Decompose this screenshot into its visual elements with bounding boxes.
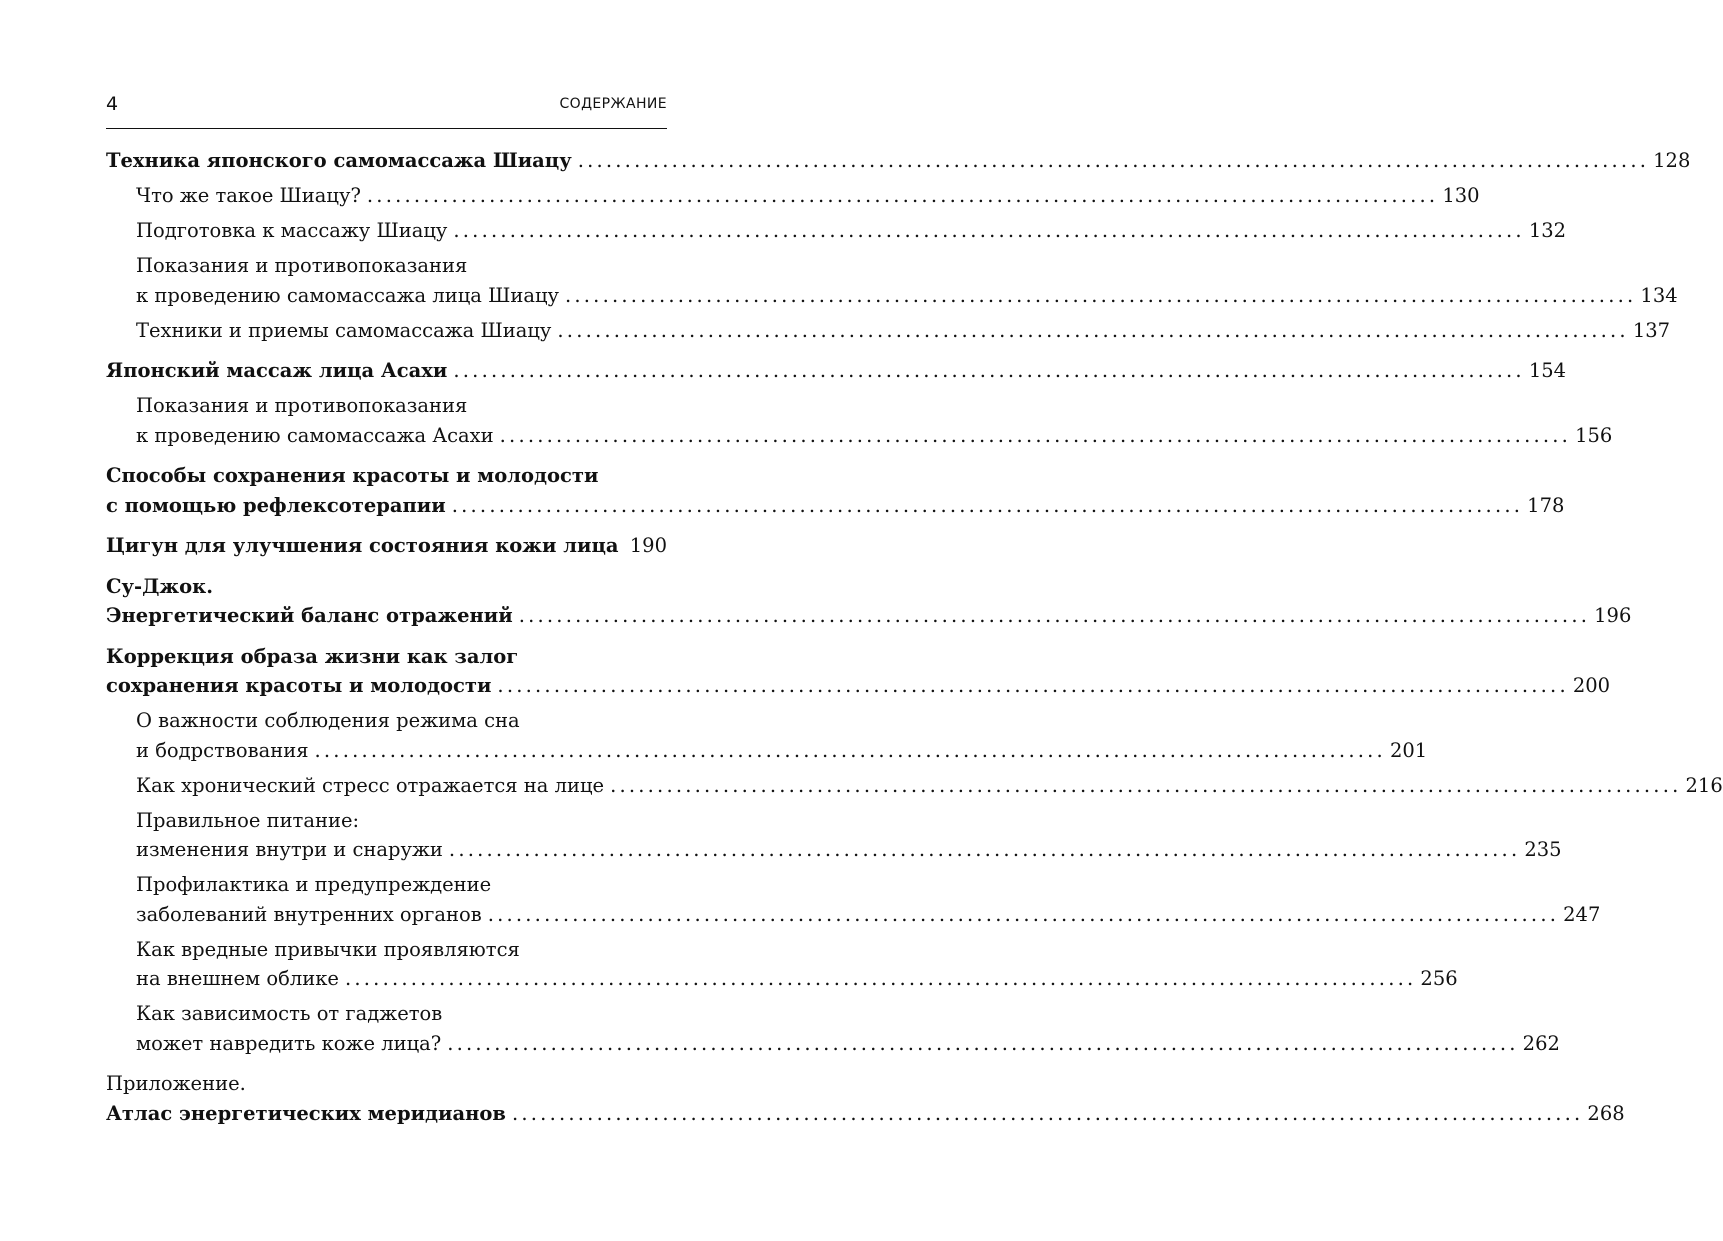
toc-page-number: 178 [1527,493,1565,517]
toc-entry-row [136,900,1601,930]
dot-leader: .................................................................................................................. [366,184,1439,207]
toc-page-number: 134 [1640,283,1678,307]
toc-entry[interactable] [106,216,1567,246]
toc-entry-title-line: Энергетический баланс отражений [106,604,513,627]
toc-entry-title-line: Показания и противопоказания [136,394,468,417]
toc-entry-title-line: Техника японского самомассажа Шиацу [106,149,572,172]
toc-entry-row [136,181,1480,211]
page-number: 4 [106,93,119,115]
dot-leader: .................................................................................................................. [453,219,1525,242]
toc-page-number: 247 [1563,902,1601,926]
toc-entry[interactable] [106,461,1565,520]
toc-entry-row [106,671,1611,701]
toc-entry-title-line: Техники и приемы самомассажа Шиацу [136,318,552,342]
toc-entry[interactable] [106,870,1601,929]
toc-entry-title-line: Профилактика и предупреждение [136,873,492,896]
page-header [106,92,667,116]
toc-entry-title-line: Атлас энергетических меридианов [106,1101,506,1125]
toc-entry-title-line: Что же такое Шиацу? [136,184,361,207]
toc-entry-title-line: и бодрствования [136,738,309,762]
toc-entry-title-line: Как зависимость от гаджетов [136,1002,443,1025]
toc-entry-row [106,601,1632,631]
toc-entry-row [106,491,1565,521]
toc-entry-title-line: может навредить коже лица? [136,1031,442,1055]
table-of-contents [106,146,1723,1128]
toc-entry-title-line: Как хронический стресс отражается на лице [136,773,605,797]
toc-page-number: 156 [1575,423,1613,447]
toc-page-number: 216 [1685,773,1723,797]
toc-entry-title-line: с помощью рефлексотерапии [106,493,446,517]
dot-leader: .................................................................................................................. [564,283,1637,307]
toc-entry-title-line: Способы сохранения красоты и молодости [106,464,599,487]
toc-entry[interactable] [106,999,1560,1058]
toc-entry-row [136,736,1428,766]
toc-entry-row [136,216,1567,246]
toc-page-number: 200 [1572,674,1611,697]
toc-entry-row [136,771,1723,801]
toc-entry[interactable] [106,771,1723,801]
toc-entry-row [106,146,1691,176]
toc-entry[interactable] [106,706,1428,765]
toc-page-number: 196 [1594,604,1632,627]
dot-leader: .................................................................................................................. [453,359,1525,382]
dot-leader: .................................................................................................................. [511,1101,1584,1125]
toc-entry-row [136,835,1562,865]
dot-leader: .................................................................................................................. [557,318,1629,342]
toc-entry[interactable] [106,642,1611,701]
toc-entry-title-line: Как вредные привычки проявляются [136,937,520,961]
toc-entry[interactable] [106,935,1458,994]
dot-leader: .................................................................................................................. [499,423,1572,447]
toc-entry-title-line: заболеваний внутренних органов [136,902,482,926]
toc-page-number: 235 [1524,838,1562,861]
toc-entry-row [136,281,1678,311]
toc-entry-title-line: Японский массаж лица Асахи [106,359,448,382]
toc-page-number: 128 [1653,149,1691,172]
toc-entry[interactable] [106,181,1480,211]
toc-entry-row [106,1099,1625,1129]
toc-entry[interactable] [106,356,1567,386]
dot-leader: .................................................................................................................. [344,967,1417,990]
toc-entry-title-line: Коррекция образа жизни как залог [106,644,519,668]
toc-entry-row [136,421,1613,451]
toc-entry[interactable] [106,391,1613,450]
toc-entry-title-line: к проведению самомассажа лица Шиацу [136,283,559,307]
toc-entry-title-line: Показания и противопоказания [136,254,468,277]
toc-page-number: 268 [1587,1101,1625,1125]
toc-entry-title-line: Приложение. [106,1072,246,1095]
toc-page-number: 201 [1389,738,1428,762]
toc-entry-row [106,531,667,561]
dot-leader: .................................................................................................................. [487,902,1560,926]
toc-entry-row [136,1029,1560,1059]
toc-entry[interactable] [106,251,1678,310]
dot-leader: .................................................................................................................. [314,738,1386,762]
toc-entry-title-line: изменения внутри и снаружи [136,838,443,861]
toc-page-number: 132 [1528,219,1567,242]
toc-entry[interactable] [106,146,1691,176]
dot-leader: .................................................................................................................. [497,674,1569,697]
toc-entry-title-line: к проведению самомассажа Асахи [136,423,494,447]
toc-entry-title-line: Су-Джок. [106,574,214,598]
toc-entry-row [106,356,1567,386]
toc-entry-row [136,316,1671,346]
toc-page-number: 256 [1420,967,1458,990]
toc-entry-row [136,964,1458,994]
toc-page-number: 154 [1528,359,1567,382]
toc-page-number: 130 [1442,184,1480,207]
header-rule [106,128,667,129]
dot-leader: .................................................................................................................. [448,838,1521,861]
toc-page-number: 137 [1632,318,1671,342]
dot-leader [624,531,625,561]
toc-entry[interactable] [106,316,1671,346]
running-head: СОДЕРЖАНИЕ [559,96,667,112]
toc-entry-title-line: Подготовка к массажу Шиацу [136,219,448,242]
dot-leader: .................................................................................................................. [447,1031,1519,1055]
toc-entry[interactable] [106,1069,1625,1128]
toc-entry[interactable] [106,806,1562,865]
toc-entry-title-line: Правильное питание: [136,808,360,832]
toc-entry-title-line: на внешнем облике [136,967,339,990]
toc-entry-title-line: Цигун для улучшения состояния кожи лица [106,534,619,557]
toc-entry-title-line: О важности соблюдения режима сна [136,709,520,732]
dot-leader: .................................................................................................................. [451,493,1524,517]
toc-entry[interactable] [106,572,1632,631]
toc-entry[interactable] [106,531,667,561]
dot-leader: .................................................................................................................. [610,773,1682,797]
dot-leader: .................................................................................................................. [518,604,1591,627]
toc-page-number: 190 [629,534,667,557]
dot-leader: .................................................................................................................. [577,149,1650,172]
toc-entry-title-line: сохранения красоты и молодости [106,674,492,697]
toc-page-number: 262 [1522,1031,1560,1055]
